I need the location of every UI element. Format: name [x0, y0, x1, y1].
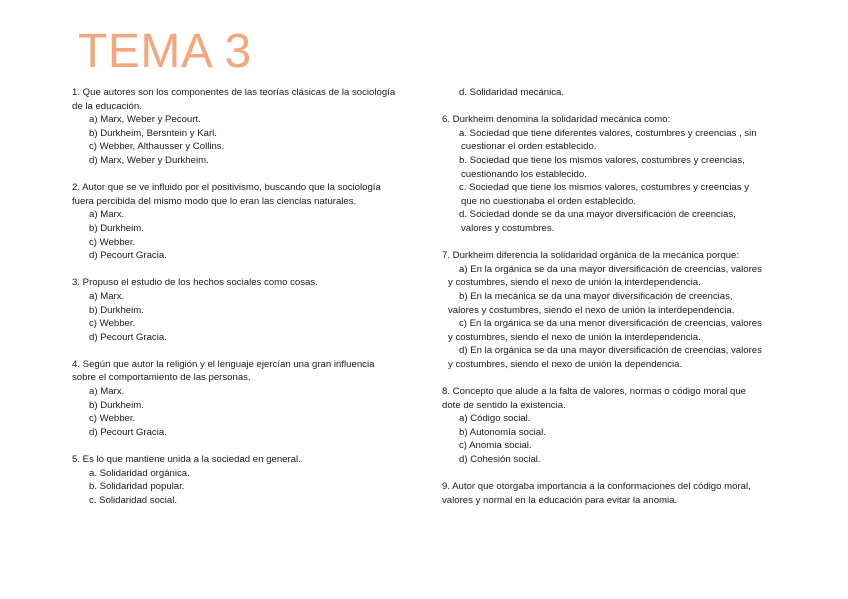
option-a: a) En la orgánica se da una mayor diversificación de creencias, valores	[459, 263, 762, 275]
option-b: b) Durkheim, Bersntein y Karl.	[89, 127, 217, 139]
question-7	[442, 249, 787, 371]
option-c: c) Webber.	[89, 413, 136, 425]
option-d: d) Pecourt Gracia.	[89, 250, 167, 262]
question-6	[442, 113, 787, 235]
option-a: a) Marx.	[89, 290, 125, 302]
option-b: b) Durkheim.	[89, 304, 144, 316]
option-c: c. Sociedad que tiene los mismos valores, costumbres y creencias y	[459, 182, 750, 194]
option-c: c) Webber, Althausser y Collins.	[89, 141, 225, 153]
right-column	[442, 86, 787, 521]
question-text: 2. Autor que se ve influido por el positivismo, buscando que la sociología	[72, 182, 381, 194]
option-c: c) Webber.	[89, 236, 136, 248]
option-a-continued: y costumbres, siendo el nexo de unión la interdependencia.	[448, 277, 701, 289]
question-text: 8. Concepto que alude a la falta de valores, normas o código moral que	[442, 386, 746, 398]
option-d: d) Marx, Weber y Durkheim.	[89, 154, 209, 166]
question-text: 3. Propuso el estudio de los hechos sociales como cosas.	[72, 277, 318, 289]
option-d: d) Cohesión social.	[459, 454, 541, 466]
question-8	[442, 385, 787, 467]
option-d: d) Pecourt Gracia.	[89, 331, 167, 343]
option-c: c. Solidaridad social.	[89, 494, 177, 506]
page-title: TEMA 3	[78, 25, 252, 78]
option-c-continued: y costumbres, siendo el nexo de unión la interdependencia.	[448, 331, 701, 343]
question-text: sobre el comportamiento de las personas.	[72, 372, 251, 384]
question-text: fuera percibida del mismo modo que lo eran las ciencias naturales.	[72, 195, 357, 207]
question-text: valores y normal en la educación para evitar la anomia.	[442, 494, 678, 506]
option-d: d. Sociedad donde se da una mayor diversificación de creencias,	[459, 209, 736, 221]
option-a: a) Marx, Weber y Pecourt.	[89, 114, 201, 126]
question-9	[442, 480, 787, 507]
question-text: 9. Autor que otorgaba importancia a la conformaciones del código moral,	[442, 481, 751, 493]
option-a: a) Marx.	[89, 209, 125, 221]
question-text: 5. Es lo que mantiene unida a la sociedad en general.	[72, 454, 301, 466]
option-b: b) Durkheim.	[89, 222, 144, 234]
option-b: b) Autonomía social.	[459, 426, 546, 438]
option-c: c) Anomia social.	[459, 440, 532, 452]
question-5	[72, 453, 417, 507]
question-text: 7. Durkheim diferencia la solidaridad orgánica de la mecánica porque:	[442, 250, 740, 262]
option-d-continued: y costumbres, siendo el nexo de unión la dependencia.	[448, 358, 683, 370]
question-text: dote de sentido la existencia.	[442, 399, 566, 411]
question-3	[72, 276, 417, 344]
option-b: b. Solidaridad popular.	[89, 481, 185, 493]
question-5-continued	[442, 86, 787, 100]
question-text: 6. Durkheim denomina la solidaridad mecánica como:	[442, 114, 671, 126]
option-a: a. Solidaridad orgánica.	[89, 467, 190, 479]
option-c-continued: que no cuestionaba el orden establecido.	[461, 195, 636, 207]
question-1	[72, 86, 417, 168]
option-b: b) Durkheim.	[89, 399, 144, 411]
option-a: a) Marx.	[89, 386, 125, 398]
option-b: b. Sociedad que tiene los mismos valores, costumbres y creencias,	[459, 154, 745, 166]
question-4	[72, 358, 417, 440]
option-b-continued: cuestionando los establecido.	[461, 168, 587, 180]
option-c: c) Webber.	[89, 318, 136, 330]
option-c: c) En la orgánica se da una menor diversificación de creencias, valores	[459, 318, 762, 330]
question-2	[72, 181, 417, 263]
question-text: de la educación.	[72, 100, 142, 112]
left-column	[72, 86, 417, 521]
option-a-continued: cuestionar el orden establecido.	[461, 141, 597, 153]
option-d: d) En la orgánica se da una mayor diversificación de creencias, valores	[459, 345, 762, 357]
option-d: d. Solidaridad mecánica.	[459, 87, 565, 98]
option-b-continued: valores y costumbres, siendo el nexo de unión la interdependencia.	[448, 304, 735, 316]
question-text: 1. Que autores son los componentes de las teorías clásicas de la sociología	[72, 87, 396, 98]
option-a: a) Código social.	[459, 413, 531, 425]
option-d-continued: valores y costumbres.	[461, 222, 555, 234]
option-b: b) En la mecánica se da una mayor diversificación de creencias,	[459, 290, 733, 302]
question-text: 4. Según que autor la religión y el lenguaje ejercían una gran influencia	[72, 358, 375, 370]
option-d: d) Pecourt Gracia.	[89, 426, 167, 438]
option-a: a. Sociedad que tiene diferentes valores, costumbres y creencias , sin	[459, 127, 757, 139]
